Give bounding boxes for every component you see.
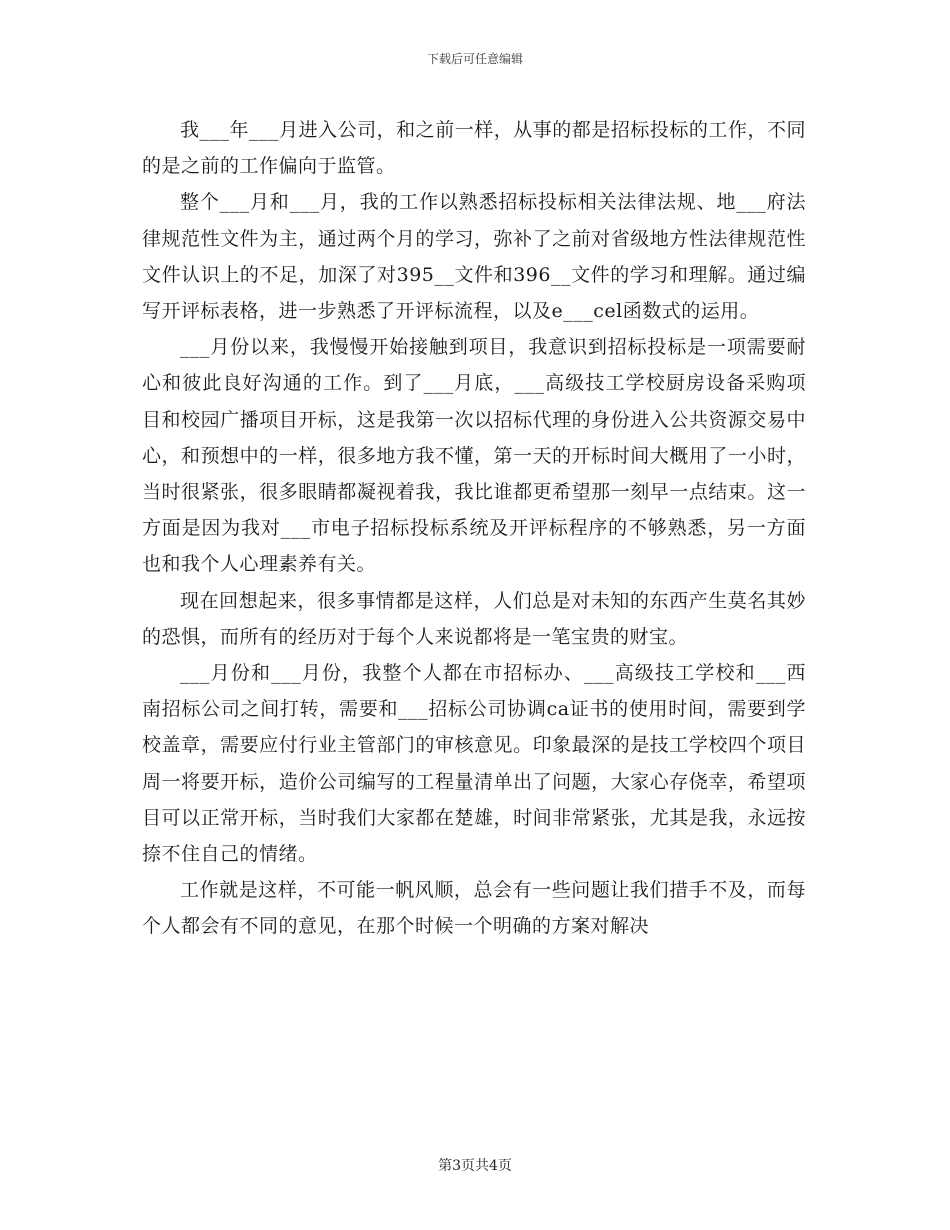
paragraph-3: ___月份以来，我慢慢开始接触到项目，我意识到招标投标是一项需要耐心和彼此良好沟通的工作。到了___月底，___高级技工学校厨房设备采购项目和校园广播项目开标，这是我第一次以招标代理的身份进入公共资源交易中心，和预想中的一样，很多地方我不懂，第一天的开标时间大概用了一小时，当时很紧张，很多眼睛都凝视着我，我比谁都更希望那一刻早一点结束。这一方面是因为我对___市电子招标投标系统及开评标程序的不够熟悉，另一方面也和我个人心理素养有关。 bbox=[142, 336, 806, 576]
page-number: 第3页共4页 bbox=[438, 1158, 512, 1174]
paragraph-4: 现在回想起来，很多事情都是这样，人们总是对未知的东西产生莫名其妙的恐惧，而所有的经历对于每个人来说都将是一笔宝贵的财宝。 bbox=[142, 589, 806, 648]
paragraph-2: 整个___月和___月，我的工作以熟悉招标投标相关法律法规、地___府法律规范性文件为主，通过两个月的学习，弥补了之前对省级地方性法律规范性文件认识上的不足，加深了对395__文件和396__文件的学习和理解。通过编写开评标表格，进一步熟悉了开评标流程，以及e___cel函数式的运用。 bbox=[142, 191, 806, 323]
paragraph-5: ___月份和___月份，我整个人都在市招标办、___高级技工学校和___西南招标公司之间打转，需要和___招标公司协调ca证书的使用时间，需要到学校盖章，需要应付行业主管部门的审核意见。印象最深的是技工学校四个项目周一将要开标，造价公司编写的工程量清单出了问题，大家心存侥幸，希望项目可以正常开标，当时我们大家都在楚雄，时间非常紧张，尤其是我，永远按捺不住自己的情绪。 bbox=[142, 662, 806, 866]
page-header: 下载后可任意编辑 bbox=[426, 52, 523, 66]
paragraph-6: 工作就是这样，不可能一帆风顺，总会有一些问题让我们措手不及，而每个人都会有不同的意见，在那个时候一个明确的方案对解决 bbox=[142, 879, 806, 938]
document-body bbox=[142, 112, 806, 945]
paragraph-1: 我___年___月进入公司，和之前一样，从事的都是招标投标的工作，不同的是之前的工作偏向于监管。 bbox=[142, 119, 806, 178]
